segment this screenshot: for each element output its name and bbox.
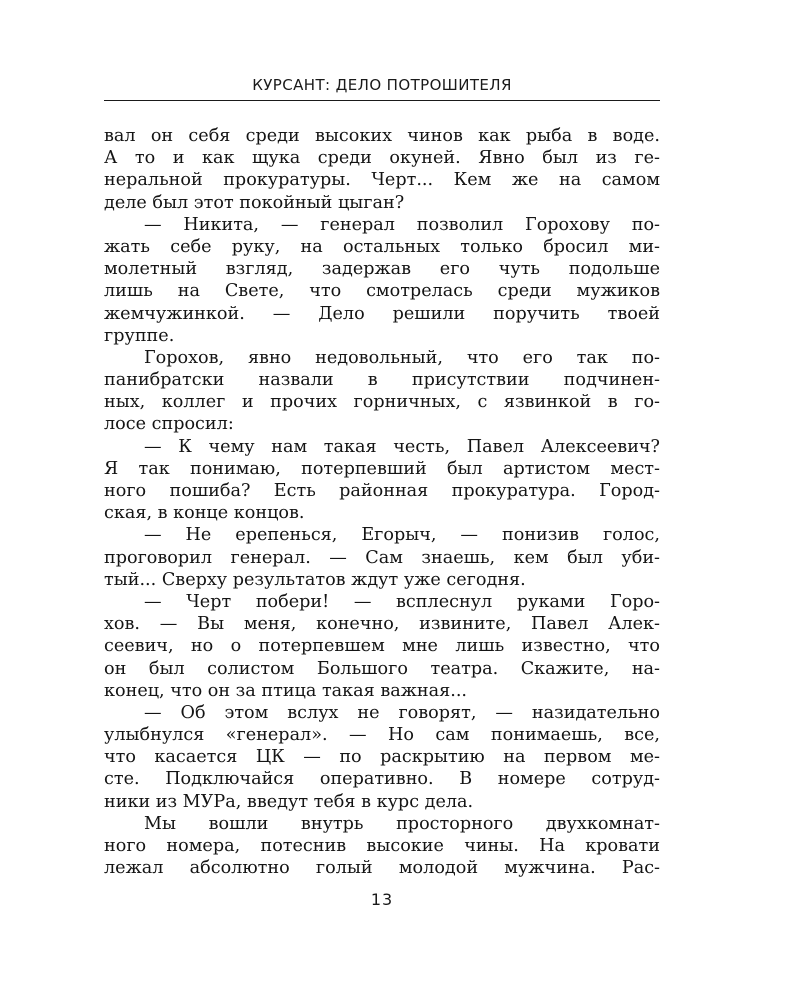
- text-line: Горохов, явно недовольный, что его так по-: [144, 347, 660, 368]
- text-line: ская, в конце концов.: [104, 503, 305, 524]
- text-line: жать себе руку, на остальных только бросил ми-: [104, 236, 660, 257]
- text-line: сеевич, но о потерпевшем мне лишь известно, что: [104, 636, 660, 657]
- text-line: молетный взгляд, задержав его чуть подольше: [104, 259, 660, 280]
- text-line: — Черт побери! — всплеснул руками Горо-: [144, 591, 660, 612]
- page-number: 13: [370, 890, 394, 909]
- text-line: А то и как щука среди окуней. Явно был из ге-: [104, 148, 660, 169]
- text-line: конец, что он за птица такая важная...: [104, 680, 468, 701]
- text-line: жемчужинкой. — Дело решили поручить твоей: [104, 303, 660, 324]
- text-line: хов. — Вы меня, конечно, извините, Павел Алек-: [104, 614, 660, 635]
- text-line: ники из МУРа, введут тебя в курс дела.: [104, 791, 474, 812]
- header-divider: [104, 100, 660, 101]
- text-line: вал он себя среди высоких чинов как рыба в воде.: [104, 126, 660, 146]
- text-line: лишь на Свете, что смотрелась среди мужиков: [104, 281, 660, 302]
- text-line: что касается ЦК — по раскрытию на первом ме-: [104, 747, 660, 768]
- text-line: группе.: [104, 325, 175, 346]
- text-line: неральной прокуратуры. Черт... Кем же на самом: [104, 170, 660, 191]
- text-line: деле был этот покойный цыган?: [104, 192, 405, 213]
- text-line: — К чему нам такая честь, Павел Алексеевич?: [144, 436, 660, 457]
- text-line: проговорил генерал. — Сам знаешь, кем был уби-: [104, 547, 660, 568]
- text-line: Мы вошли внутрь просторного двухкомнат-: [144, 813, 660, 834]
- text-line: панибратски назвали в присутствии подчинен-: [104, 370, 660, 391]
- text-line: лосе спросил:: [104, 414, 234, 435]
- text-line: ного номера, потеснив высокие чины. На кровати: [104, 836, 660, 856]
- text-line: сте. Подключайся оперативно. В номере сотруд-: [104, 769, 660, 790]
- text-line: ных, коллег и прочих горничных, с язвинкой в го-: [104, 392, 660, 413]
- running-head-title: КУРСАНТ: ДЕЛО ПОТРОШИТЕЛЯ: [252, 76, 512, 94]
- text-line: ного пошиба? Есть районная прокуратура. Город-: [104, 481, 660, 501]
- text-line: он был солистом Большого театра. Скажите, на-: [104, 658, 660, 679]
- text-line: — Никита, — генерал позволил Горохову по-: [144, 214, 660, 235]
- body-text: [104, 125, 660, 879]
- text-line: — Не ерепенься, Егорыч, — понизив голос,: [144, 525, 660, 546]
- text-line: — Об этом вслух не говорят, — назидательно: [144, 702, 660, 723]
- text-line: улыбнулся «генерал». — Но сам понимаешь, все,: [104, 725, 660, 746]
- text-line: Я так понимаю, потерпевший был артистом мест-: [104, 458, 660, 479]
- text-line: лежал абсолютно голый молодой мужчина. Рас-: [104, 858, 660, 879]
- text-line: тый... Сверху результатов ждут уже сегодня.: [104, 569, 526, 590]
